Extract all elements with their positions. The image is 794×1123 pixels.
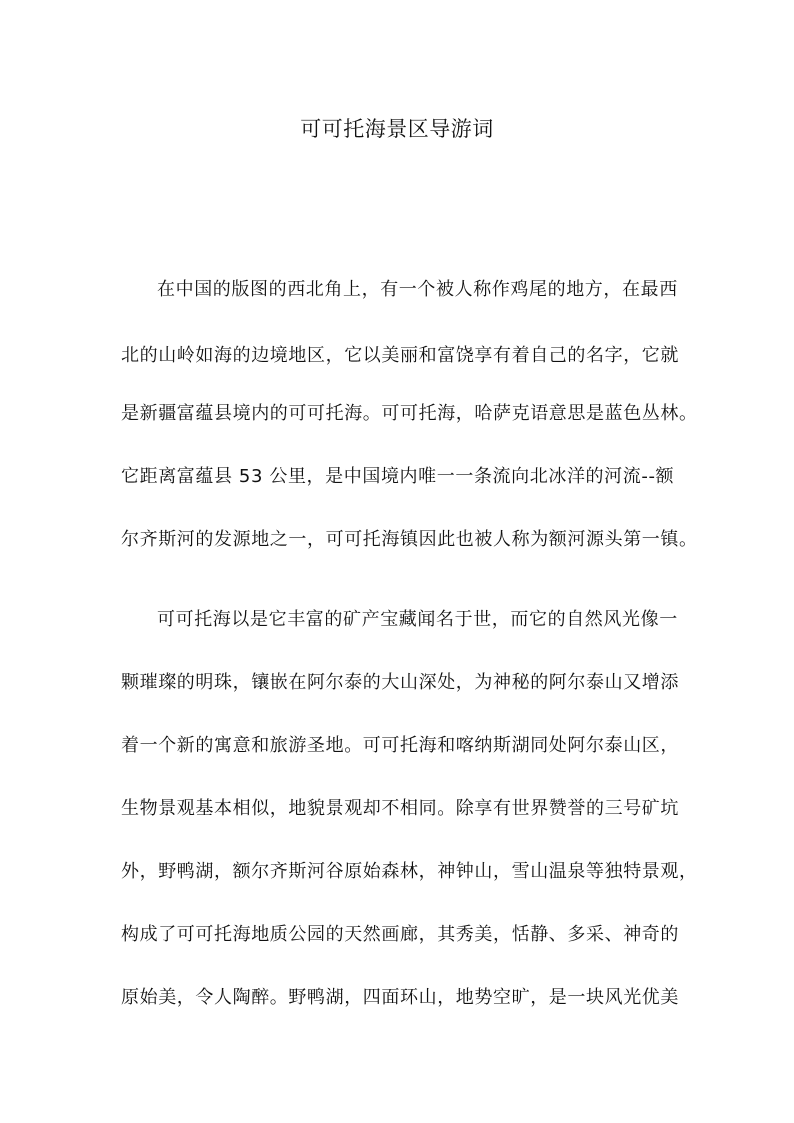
paragraph-line: 北的山岭如海的边境地区，它以美丽和富饶享有着自己的名字，它就 <box>121 345 679 366</box>
paragraph-line: 生物景观基本相似，地貌景观却不相同。除享有世界赞誉的三号矿坑 <box>121 798 679 819</box>
paragraph-line: 在中国的版图的西北角上，有一个被人称作鸡尾的地方，在最西 <box>157 279 678 300</box>
paragraph-line: 着一个新的寓意和旅游圣地。可可托海和喀纳斯湖同处阿尔泰山区， <box>121 735 679 756</box>
paragraph-line: 构成了可可托海地质公园的天然画廊，其秀美，恬静、多采、神奇的 <box>121 924 679 945</box>
paragraph-line: 外，野鸭湖，额尔齐斯河谷原始森林，神钟山，雪山温泉等独特景观， <box>121 861 698 882</box>
paragraph-line: 颗璀璨的明珠，镶嵌在阿尔泰的大山深处，为神秘的阿尔泰山又增添 <box>121 672 679 693</box>
paragraph-line: 可可托海以是它丰富的矿产宝藏闻名于世，而它的自然风光像一 <box>157 609 678 630</box>
document-title: 可可托海景区导游词 <box>300 117 494 141</box>
paragraph-line: 是新疆富蕴县境内的可可托海。可可托海，哈萨克语意思是蓝色丛林。 <box>121 403 698 424</box>
paragraph-line: 它距离富蕴县 53 公里，是中国境内唯一一条流向北冰洋的河流--额 <box>121 466 675 487</box>
paragraph-line: 原始美，令人陶醉。野鸭湖，四面环山，地势空旷，是一块风光优美 <box>121 987 679 1008</box>
paragraph-line: 尔齐斯河的发源地之一，可可托海镇因此也被人称为额河源头第一镇。 <box>121 529 698 550</box>
